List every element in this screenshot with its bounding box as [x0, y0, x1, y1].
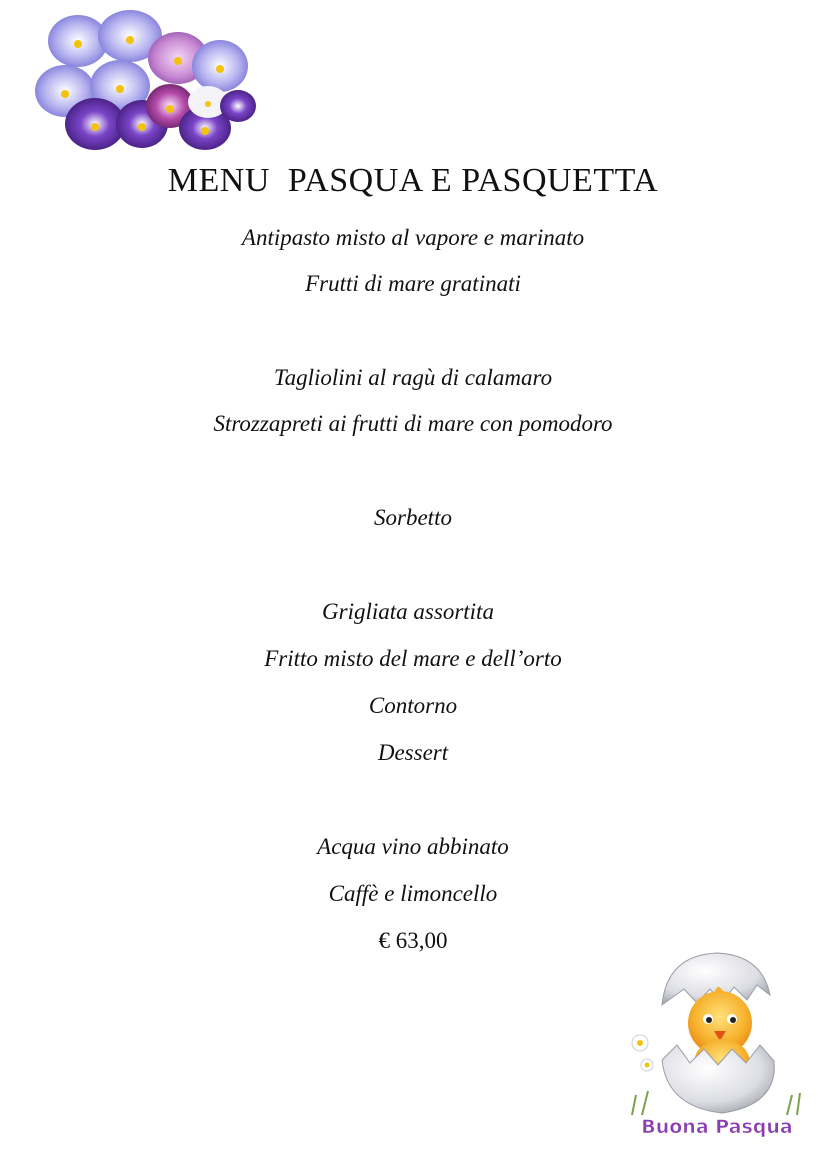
menu-item-grigliata: Grigliata assortita — [322, 599, 494, 624]
menu-item-fritto-misto: Fritto misto del mare e dell’orto — [264, 646, 562, 671]
menu-item-caffe-limoncello: Caffè e limoncello — [328, 881, 498, 906]
menu-title: MENU PASQUA E PASQUETTA — [167, 162, 659, 199]
buona-pasqua-text: Buona Pasqua — [641, 1116, 793, 1138]
pansy-flower — [192, 40, 248, 92]
menu-price: € 63,00 — [378, 928, 448, 953]
menu-item-dessert: Dessert — [377, 740, 449, 765]
daisy-flower — [632, 1035, 648, 1051]
menu-item-frutti-gratinati: Frutti di mare gratinati — [305, 271, 521, 296]
menu-item-tagliolini: Tagliolini al ragù di calamaro — [273, 365, 553, 390]
menu-item-contorno: Contorno — [368, 693, 458, 718]
menu-item-sorbetto: Sorbetto — [374, 505, 452, 530]
pansy-flower — [220, 90, 256, 122]
menu-item-acqua-vino: Acqua vino abbinato — [317, 834, 509, 859]
menu-item-strozzapreti: Strozzapreti ai frutti di mare con pomodoro — [213, 411, 613, 436]
daisy-flower — [641, 1059, 653, 1071]
pansy-flowers-image — [30, 6, 260, 156]
chick-in-egg-image — [622, 945, 812, 1145]
menu-item-antipasto: Antipasto misto al vapore e marinato — [241, 225, 585, 250]
